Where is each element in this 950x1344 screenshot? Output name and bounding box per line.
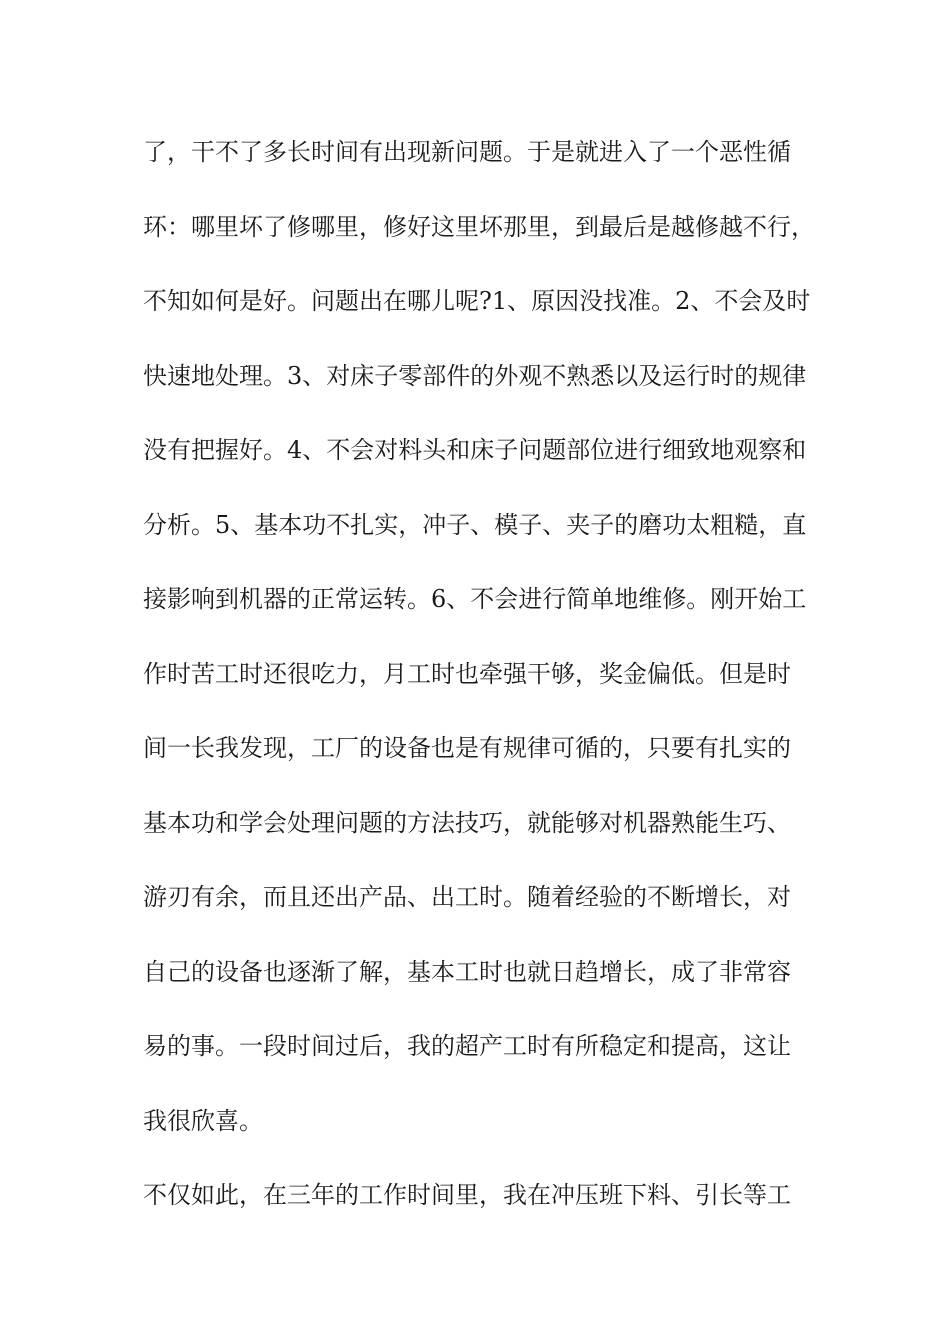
text-line: 没有把握好。4、不会对料头和床子问题部位进行细致地观察和 [143, 436, 807, 464]
text-line: 分析。5、基本功不扎实，冲子、模子、夹子的磨功太粗糙，直 [143, 510, 807, 539]
paragraph-start-line: 不仅如此，在三年的工作时间里，我在冲压班下料、引长等工 [143, 1181, 791, 1209]
text-line: 自己的设备也逐渐了解，基本工时也就日趋增长，成了非常容 [143, 957, 791, 986]
text-line: 不知如何是好。问题出在哪儿呢?1、原因没找准。2、不会及时 [143, 287, 811, 315]
text-line: 快速地处理。3、对床子零部件的外观不熟悉以及运行时的规律 [143, 361, 807, 390]
text-line: 环：哪里坏了修哪里，修好这里坏那里，到最后是越修越不行， [143, 212, 815, 241]
text-line: 间一长我发现，工厂的设备也是有规律可循的，只要有扎实的 [143, 734, 791, 762]
text-line: 接影响到机器的正常运转。6、不会进行简单地维修。刚开始工 [143, 585, 807, 613]
text-line: 作时苦工时还很吃力，月工时也牵强干够，奖金偏低。但是时 [143, 659, 791, 688]
text-line: 游刃有余，而且还出产品、出工时。随着经验的不断增长，对 [143, 883, 791, 911]
text-line: 我很欣喜。 [143, 1106, 263, 1135]
text-line: 基本功和学会处理问题的方法技巧，就能够对机器熟能生巧、 [143, 808, 791, 837]
text-line: 了，干不了多长时间有出现新问题。于是就进入了一个恶性循 [143, 138, 791, 166]
body-text [143, 132, 823, 1250]
text-line: 易的事。一段时间过后，我的超产工时有所稳定和提高，这让 [143, 1032, 791, 1060]
